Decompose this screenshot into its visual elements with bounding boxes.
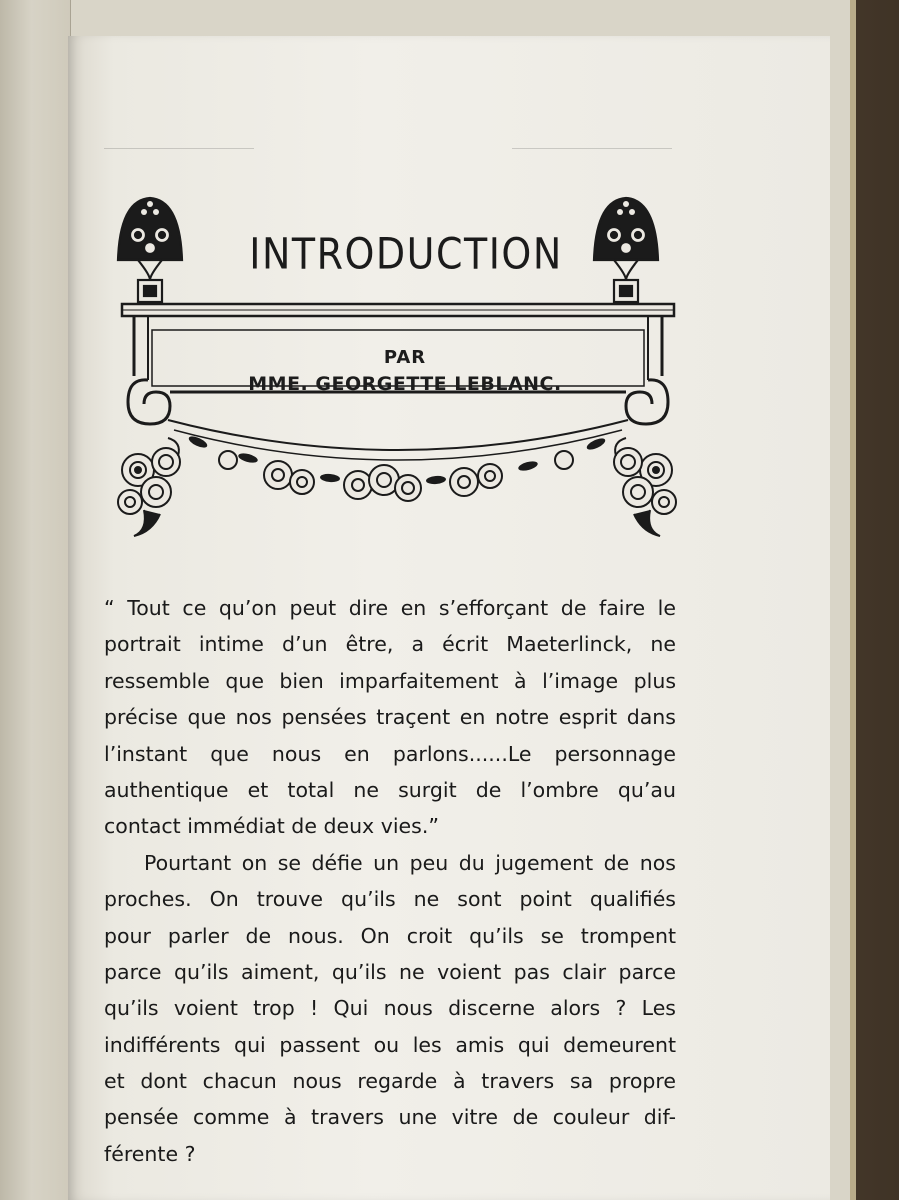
quote-line: contact immédiat de deux vies.” (104, 814, 439, 839)
paragraph-line: pensée comme à travers une vitre de couleur dif- (104, 1105, 676, 1130)
byline-par: PAR (383, 347, 427, 368)
page-title: INTRODUCTION (249, 229, 563, 279)
paragraph-line: proches. On trouve qu’ils ne sont point qualifiés (104, 887, 676, 912)
paragraph-line: pour parler de nous. On croit qu’ils se trompent (104, 923, 676, 948)
center-garland-roses (219, 451, 573, 501)
showthrough-rule-right (512, 148, 672, 149)
left-lamp-ornament (118, 198, 182, 302)
paragraph-line: et dont chacun nous regarde à travers sa propre (104, 1069, 676, 1094)
quote-line: “ Tout ce qu’on peut dire en s’efforçant de faire le (104, 596, 676, 620)
paragraph-line: qu’ils voient trop ! Qui nous discerne alors ? Les (104, 996, 676, 1021)
quote-line: authentique et total ne surgit de l’ombre qu’au (104, 777, 676, 802)
paragraph-line: parce qu’ils aiment, qu’ils ne voient pas clair parce (104, 959, 676, 984)
left-rose-cluster (118, 438, 180, 536)
right-rose-cluster (614, 438, 676, 536)
quote-line: portrait intime d’un être, a écrit Maeterlinck, ne (104, 632, 676, 657)
paragraph-line: indifférents qui passent ou les amis qui demeurent (104, 1032, 676, 1057)
body-text (104, 590, 676, 1172)
quote-line: ressemble que bien imparfaitement à l’image plus (104, 668, 676, 693)
facing-page-edge (0, 0, 71, 1200)
quote-line: l’instant que nous en parlons......Le personnage (104, 741, 676, 766)
showthrough-rule-left (104, 148, 254, 149)
paragraph-line: férente ? (104, 1141, 196, 1166)
quote-line: précise que nos pensées traçent en notre esprit dans (104, 705, 676, 730)
paragraph-line: Pourtant on se défie un peu du jugement de nos (144, 850, 676, 875)
byline-author: MME. GEORGETTE LEBLANC. (248, 373, 562, 395)
